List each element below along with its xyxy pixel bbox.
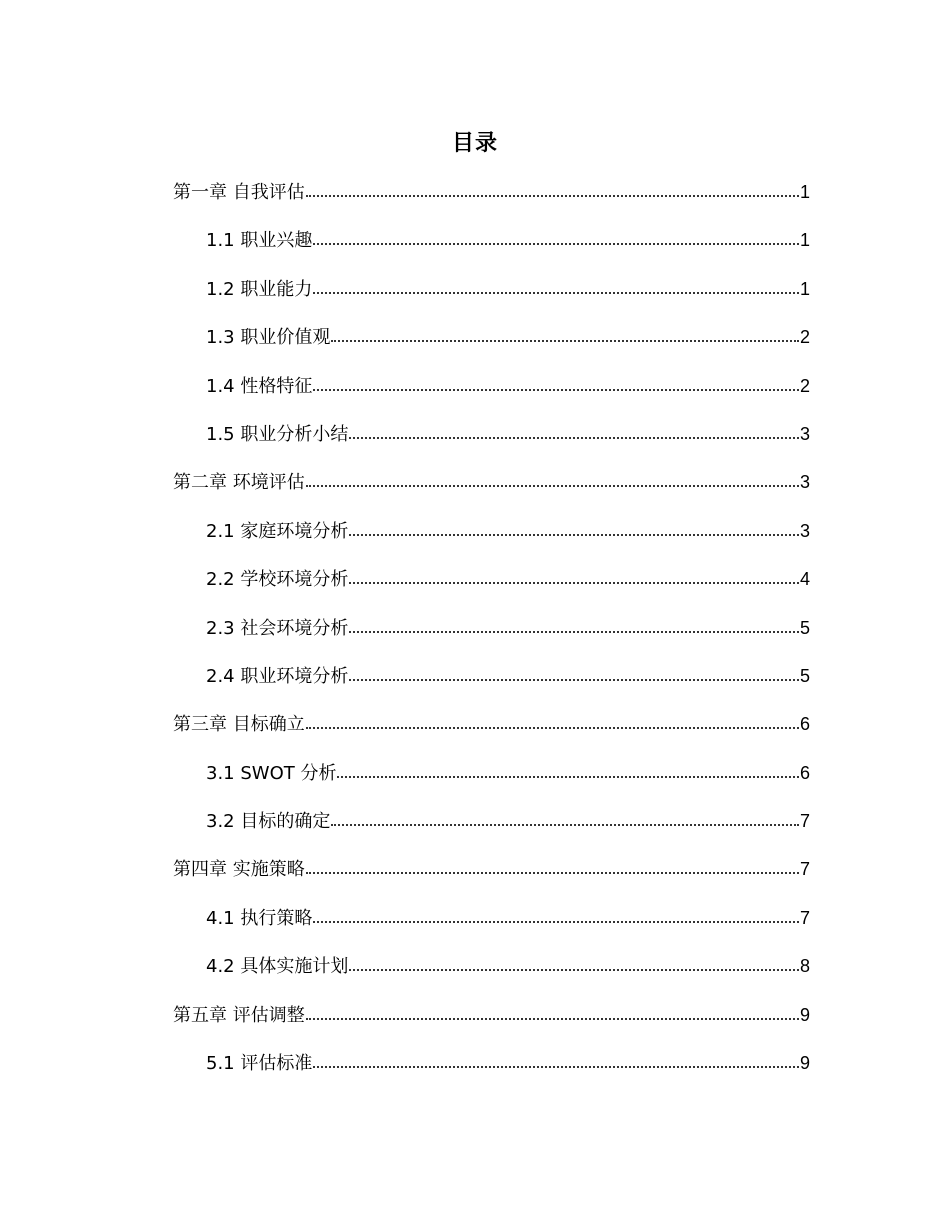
toc-entry-text: 第五章 评估调整 (173, 1004, 305, 1026)
toc-title: 目录 (451, 131, 498, 156)
toc-entry-text: 2.1 家庭环境分析 (206, 520, 349, 542)
toc-entry[interactable] (173, 849, 810, 897)
toc-dot-leader (313, 291, 799, 294)
toc-entry-page: 6 (799, 714, 810, 735)
toc-entry-text: 第三章 目标确立 (173, 714, 305, 736)
toc-entry-page: 2 (799, 327, 810, 348)
toc-entry-text: 1.1 职业兴趣 (206, 230, 313, 252)
toc-entry-page: 5 (799, 617, 810, 638)
toc-dot-leader (306, 1017, 799, 1020)
toc-entry[interactable] (173, 559, 810, 607)
toc-dot-leader (349, 678, 799, 681)
toc-entry-text: 2.3 社会环境分析 (206, 617, 349, 639)
toc-dot-leader (331, 339, 799, 342)
toc-entry[interactable] (173, 172, 810, 220)
toc-entry-text: 1.2 职业能力 (206, 278, 313, 300)
toc-entry-text: 2.4 职业环境分析 (206, 665, 349, 687)
toc-entry[interactable] (173, 317, 810, 365)
toc-dot-leader (306, 871, 799, 874)
toc-dot-leader (313, 388, 799, 391)
toc-entry-text: 1.3 职业价值观 (206, 327, 331, 349)
toc-entry-text: 3.2 目标的确定 (206, 811, 331, 833)
toc-dot-leader (313, 920, 799, 923)
toc-entry-text: 2.2 学校环境分析 (206, 569, 349, 591)
toc-entry-text: 5.1 评估标准 (206, 1053, 313, 1075)
toc-dot-leader (349, 581, 799, 584)
toc-entry[interactable] (173, 269, 810, 317)
toc-entry-text: 第一章 自我评估 (173, 182, 305, 203)
toc-entry-page: 8 (799, 956, 810, 977)
toc-dot-leader (306, 726, 799, 729)
toc-dot-leader (337, 775, 799, 778)
toc-entry[interactable] (173, 414, 810, 462)
toc-entry[interactable] (173, 656, 810, 704)
toc-entry-page: 7 (799, 811, 810, 832)
toc-entry[interactable] (173, 462, 810, 510)
toc-entry-text: 3.1 SWOT 分析 (206, 762, 337, 784)
toc-entry[interactable] (173, 946, 810, 994)
toc-entry[interactable] (173, 608, 810, 656)
toc-entry-page: 1 (799, 278, 810, 299)
toc-dot-leader (306, 194, 799, 197)
toc-entry[interactable] (173, 753, 810, 801)
toc-entry-page: 9 (799, 1004, 810, 1025)
toc-entry[interactable] (173, 1043, 810, 1091)
toc-entry-text: 4.1 执行策略 (206, 907, 313, 929)
toc-dot-leader (313, 1065, 799, 1068)
toc-dot-leader (313, 242, 799, 245)
toc-entry-page: 2 (799, 375, 810, 396)
toc-entry-text: 第四章 实施策略 (173, 859, 305, 881)
toc-entry-text: 第二章 环境评估 (173, 472, 305, 494)
toc-entry-page: 3 (799, 472, 810, 493)
toc-entry-page: 7 (799, 907, 810, 928)
toc-entry-page: 3 (799, 520, 810, 541)
toc-entry-page: 4 (799, 569, 810, 590)
toc-entry-page: 7 (799, 859, 810, 880)
toc-entry-text: 4.2 具体实施计划 (206, 956, 349, 978)
toc-entry-page: 1 (799, 182, 810, 202)
toc-entry[interactable] (173, 995, 810, 1043)
toc-entry-text: 1.4 性格特征 (206, 375, 313, 397)
toc-entry-page: 3 (799, 423, 810, 444)
toc-entry-page: 9 (799, 1053, 810, 1074)
toc-dot-leader (306, 484, 799, 487)
toc-dot-leader (349, 436, 799, 439)
toc-entry[interactable] (173, 511, 810, 559)
toc-list (173, 172, 810, 1091)
toc-dot-leader (349, 533, 799, 536)
toc-entry-page: 5 (799, 665, 810, 686)
toc-entry-page: 1 (799, 230, 810, 251)
toc-entry-text: 1.5 职业分析小结 (206, 423, 349, 445)
toc-entry[interactable] (173, 801, 810, 849)
toc-entry-page: 6 (799, 762, 810, 783)
toc-dot-leader (349, 968, 799, 971)
toc-entry[interactable] (173, 366, 810, 414)
toc-entry[interactable] (173, 704, 810, 752)
toc-entry[interactable] (173, 898, 810, 946)
toc-entry[interactable] (173, 220, 810, 268)
toc-dot-leader (349, 630, 799, 633)
toc-dot-leader (331, 823, 799, 826)
